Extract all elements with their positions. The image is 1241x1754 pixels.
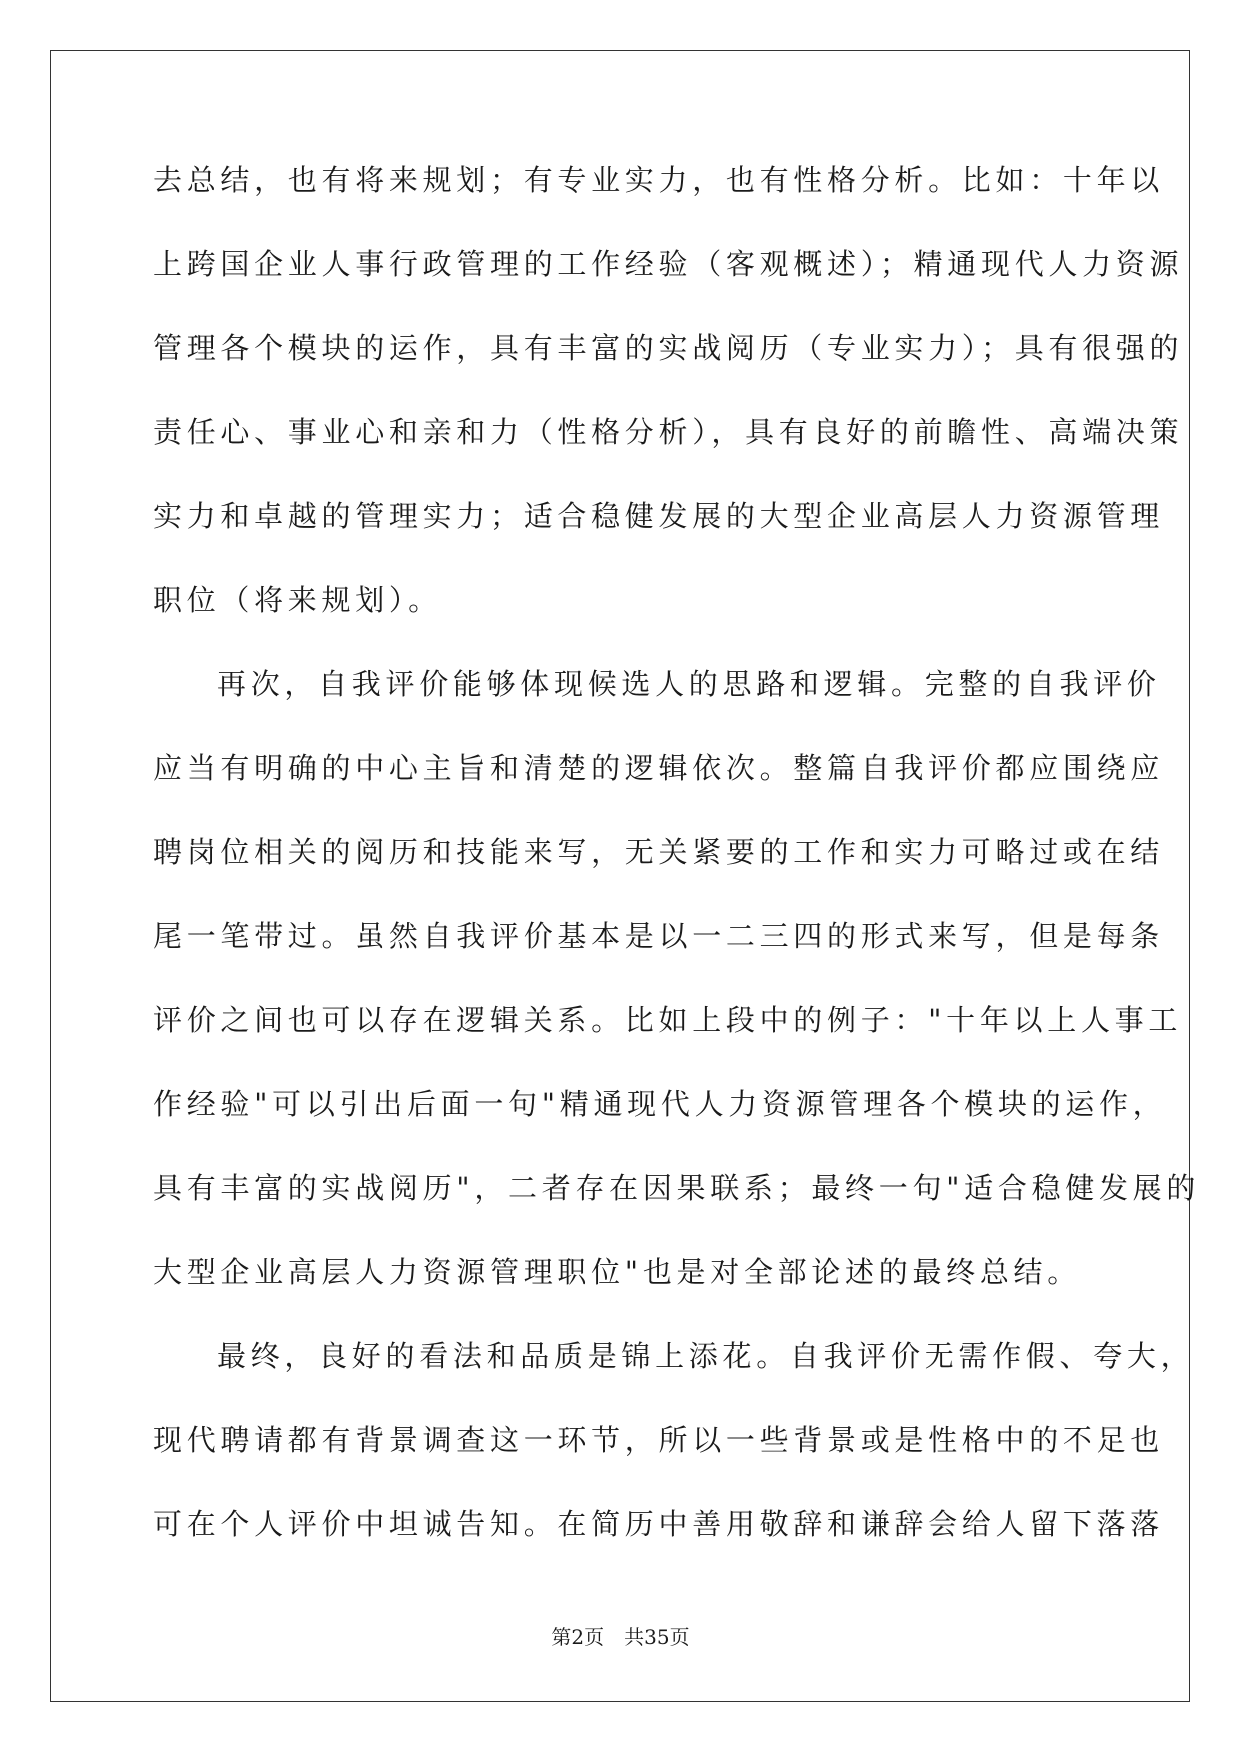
text-line: 职位（将来规划）。 — [153, 583, 442, 617]
text-line: 管理各个模块的运作，具有丰富的实战阅历（专业实力）；具有很强的 — [153, 331, 1184, 365]
text-line: 去总结，也有将来规划；有专业实力，也有性格分析。比如：十年以 — [153, 163, 1165, 197]
text-line: 尾一笔带过。虽然自我评价基本是以一二三四的形式来写，但是每条 — [153, 919, 1165, 953]
text-line: 大型企业高层人力资源管理职位"也是对全部论述的最终总结。 — [153, 1255, 1081, 1289]
text-line: 具有丰富的实战阅历"，二者存在因果联系；最终一句"适合稳健发展的 — [153, 1171, 1201, 1205]
text-line: 上跨国企业人事行政管理的工作经验（客观概述）；精通现代人力资源 — [153, 247, 1184, 281]
text-line: 聘岗位相关的阅历和技能来写，无关紧要的工作和实力可略过或在结 — [153, 835, 1165, 869]
text-line: 作经验"可以引出后面一句"精通现代人力资源管理各个模块的运作， — [153, 1087, 1167, 1121]
paragraph-first-line: 最终，良好的看法和品质是锦上添花。自我评价无需作假、夸大， — [217, 1339, 1195, 1373]
page-footer — [0, 1621, 1241, 1650]
page-number: 第2页 — [551, 1625, 605, 1649]
text-line: 可在个人评价中坦诚告知。在简历中善用敬辞和谦辞会给人留下落落 — [153, 1507, 1165, 1541]
page-total: 共35页 — [624, 1625, 690, 1649]
text-line: 评价之间也可以存在逻辑关系。比如上段中的例子："十年以上人事工 — [153, 1003, 1183, 1037]
text-line: 应当有明确的中心主旨和清楚的逻辑依次。整篇自我评价都应围绕应 — [153, 751, 1165, 785]
paragraph-first-line: 再次，自我评价能够体现候选人的思路和逻辑。完整的自我评价 — [217, 667, 1161, 701]
text-line: 现代聘请都有背景调查这一环节，所以一些背景或是性格中的不足也 — [153, 1423, 1165, 1457]
text-line: 责任心、事业心和亲和力（性格分析），具有良好的前瞻性、高端决策 — [153, 415, 1184, 449]
document-body — [153, 155, 1201, 1583]
text-line: 实力和卓越的管理实力；适合稳健发展的大型企业高层人力资源管理 — [153, 499, 1165, 533]
